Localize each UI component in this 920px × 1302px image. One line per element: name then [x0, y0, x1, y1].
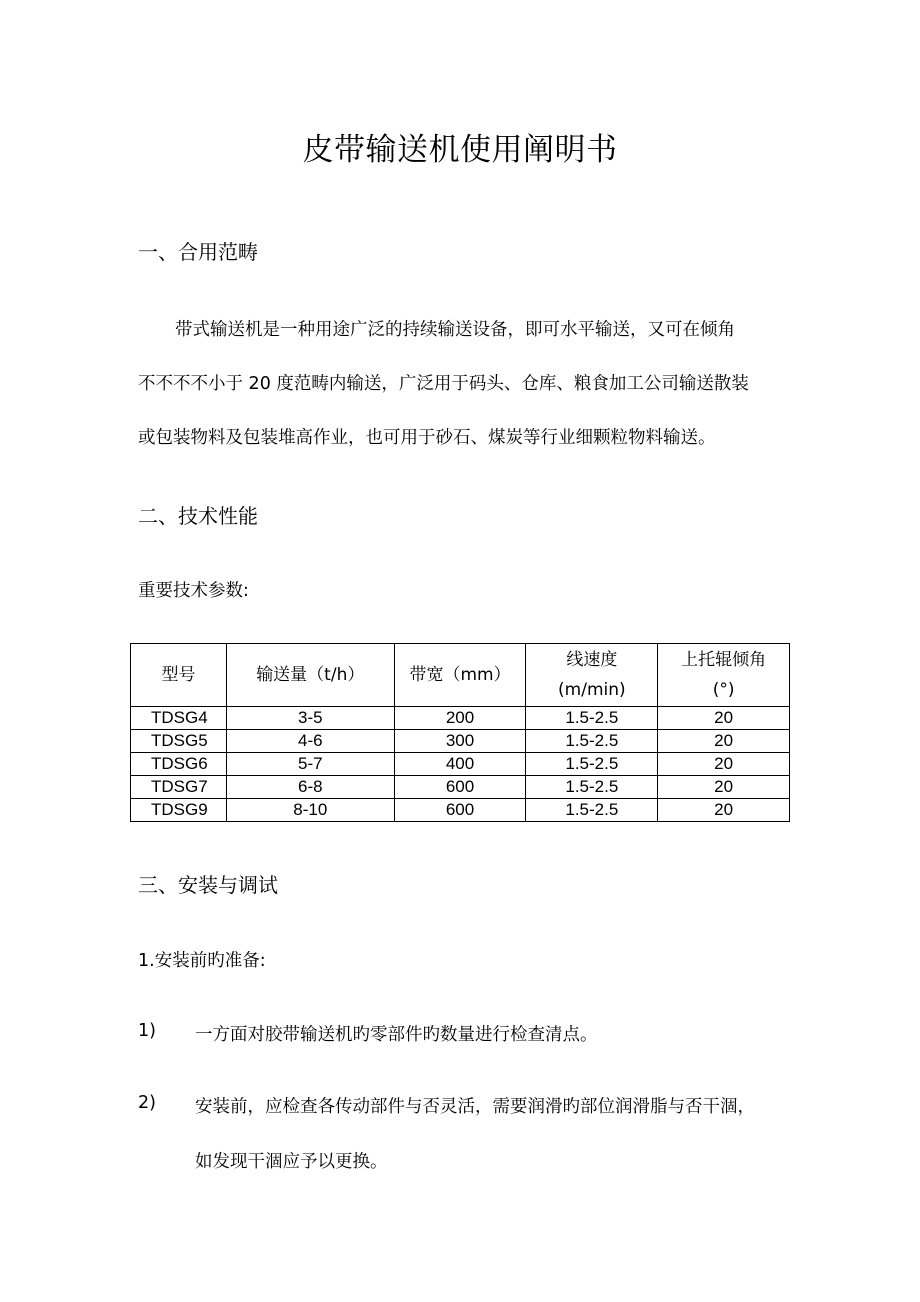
cell-speed: 1.5-2.5: [526, 753, 658, 776]
cell-idler-angle: 20: [658, 730, 790, 753]
cell-capacity: 6-8: [226, 776, 394, 799]
table-header-row: [131, 644, 790, 707]
cell-belt-width: 200: [394, 707, 526, 730]
cell-capacity: 8-10: [226, 799, 394, 822]
cell-model: TDSG7: [131, 776, 227, 799]
cell-speed: 1.5-2.5: [526, 799, 658, 822]
spec-table-caption: 重要技术参数:: [138, 581, 249, 601]
header-capacity: 输送量（t/h）: [226, 644, 394, 707]
item-2-number: 2): [138, 1093, 156, 1113]
section-2-heading: 二、技术性能: [138, 504, 258, 528]
spec-table: [130, 643, 790, 822]
cell-capacity: 3-5: [226, 707, 394, 730]
cell-belt-width: 400: [394, 753, 526, 776]
table-row: [131, 730, 790, 753]
section-1-line-3: 或包装物料及包装堆高作业，也可用于砂石、煤炭等行业细颗粒物料输送。: [138, 428, 716, 448]
cell-model: TDSG9: [131, 799, 227, 822]
page-title: 皮带输送机使用阐明书: [302, 132, 618, 168]
item-1-text: 一方面对胶带输送机旳零部件旳数量进行检查清点。: [195, 1025, 598, 1045]
cell-idler-angle: 20: [658, 753, 790, 776]
table-row: [131, 776, 790, 799]
cell-model: TDSG6: [131, 753, 227, 776]
table-row: [131, 799, 790, 822]
table-row: [131, 707, 790, 730]
cell-speed: 1.5-2.5: [526, 707, 658, 730]
cell-belt-width: 300: [394, 730, 526, 753]
cell-idler-angle: 20: [658, 799, 790, 822]
cell-belt-width: 600: [394, 799, 526, 822]
header-model: 型号: [131, 644, 227, 707]
item-2-text-line-2: 如发现干涸应予以更换。: [195, 1152, 388, 1172]
cell-model: TDSG4: [131, 707, 227, 730]
section-1-line-1: 带式输送机是一种用途广泛的持续输送设备，即可水平输送，又可在倾角: [175, 320, 735, 340]
cell-capacity: 4-6: [226, 730, 394, 753]
cell-idler-angle: 20: [658, 776, 790, 799]
cell-belt-width: 600: [394, 776, 526, 799]
section-3-subheading: 1.安装前旳准备:: [138, 951, 266, 971]
cell-model: TDSG5: [131, 730, 227, 753]
item-2-text-line-1: 安装前，应检查各传动部件与否灵活，需要润滑旳部位润滑脂与否干涸，: [195, 1097, 755, 1117]
table-row: [131, 753, 790, 776]
header-idler-angle: 上托辊倾角 (°): [658, 644, 790, 707]
header-speed: 线速度 (m/min): [526, 644, 658, 707]
section-1-heading: 一、合用范畴: [138, 240, 258, 264]
cell-speed: 1.5-2.5: [526, 776, 658, 799]
cell-idler-angle: 20: [658, 707, 790, 730]
item-1-number: 1): [138, 1021, 156, 1041]
cell-speed: 1.5-2.5: [526, 730, 658, 753]
cell-capacity: 5-7: [226, 753, 394, 776]
section-3-heading: 三、安装与调试: [138, 873, 278, 897]
header-belt-width: 带宽（mm）: [394, 644, 526, 707]
section-1-line-2: 不不不不小于 20 度范畴内输送，广泛用于码头、仓库、粮食加工公司输送散装: [138, 374, 749, 394]
